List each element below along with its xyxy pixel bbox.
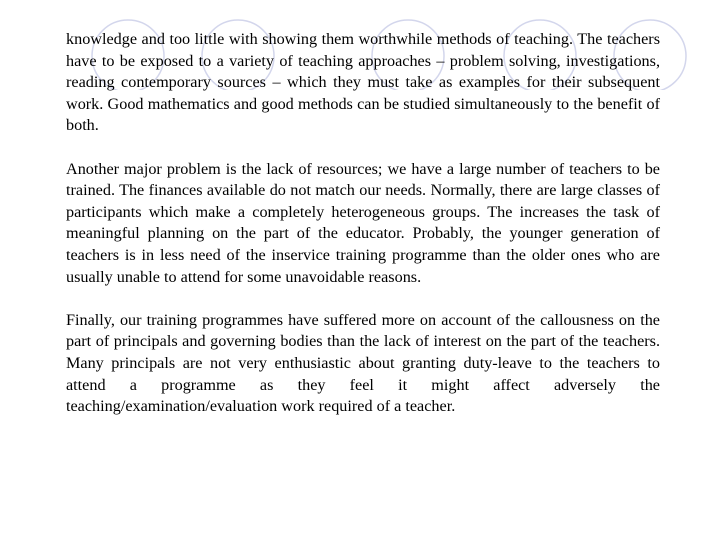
paragraph-principals-callousness: Finally, our training programmes have suffered more on account of the callousness on the part of principals and governing bodies than the lack of interest on the part of the teachers. Many principals are not very enthusiastic about granting duty-leave to the teachers to attend a programme as they feel it might affect adversely the teaching/examination/evaluation work required of a teacher.: [66, 310, 660, 416]
slide-body-text: [66, 29, 660, 439]
paragraph-lack-of-resources: Another major problem is the lack of resources; we have a large number of teachers to be trained. The finances available do not match our needs. Normally, there are large classes of participants which make a completely heterogeneous groups. The increases the task of meaningful planning on the part of the educator. Probably, the younger generation of teachers is in less need of the inservice training programme than the older ones who are usually unable to attend for some unavoidable reasons.: [66, 159, 660, 286]
paragraph-teaching-approaches: knowledge and too little with showing them worthwhile methods of teaching. The teachers have to be exposed to a variety of teaching approaches – problem solving, investigations, reading contemporary sources – which they must take as examples for their subsequent work. Good mathematics and good methods can be studied simultaneously to the benefit of both.: [66, 30, 660, 135]
